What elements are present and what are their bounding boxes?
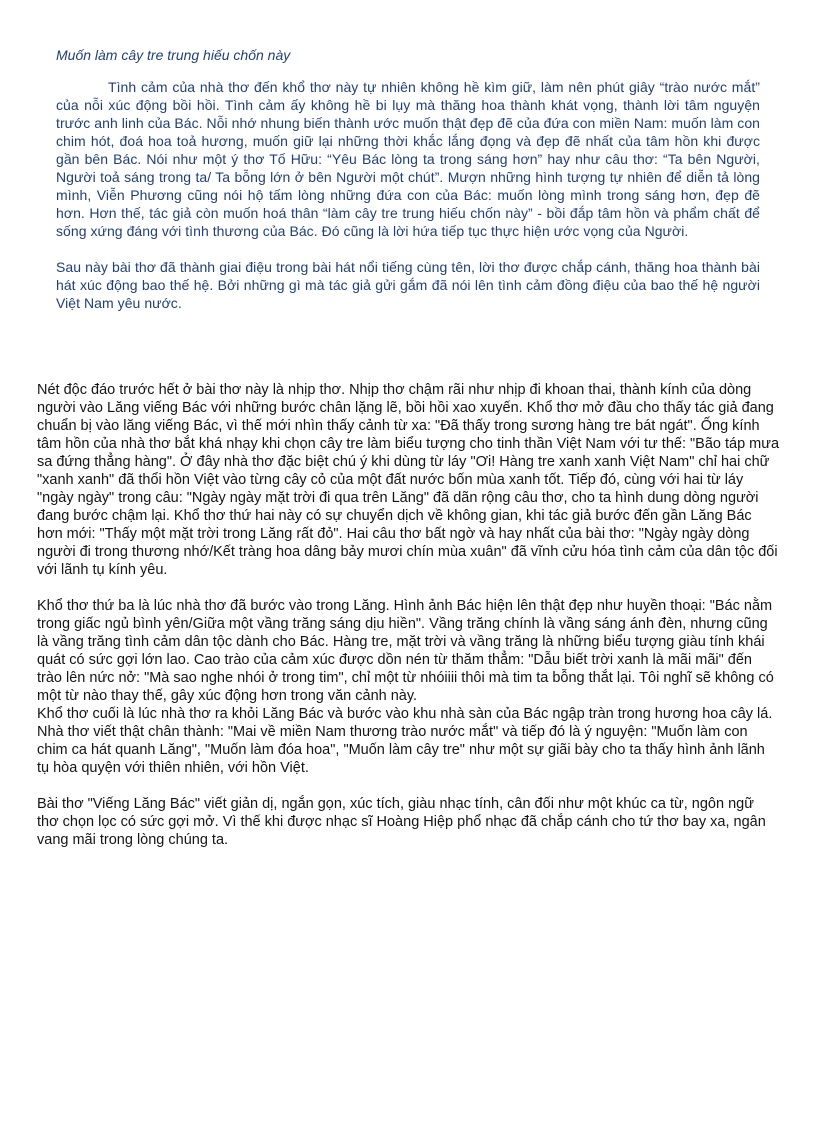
blue-paragraph-1: Tình cảm của nhà thơ đến khổ thơ này tự nhiên không hề kìm giữ, làm nên phút giây “trào nước mắt” của nỗi xúc động bồi hồi. Tình cảm ấy không hề bi lụy mà thăng hoa thành khát vọng, thành lời tâm nguyện trước anh linh của Bác. Nỗi nhớ nhung biến thành ước muốn thật đẹp đẽ của đứa con miền Nam: muốn làm con chim hót, đoá hoa toả hương, muốn giữ lại những thời khắc lắng đọng và đẹp đẽ nhất của tâm hồn khi được gần bên Bác. Nói như một ý thơ Tố Hữu: “Yêu Bác lòng ta trong sáng hơn” hay như câu thơ: “Ta bên Người, Người toả sáng trong ta/ Ta bỗng lớn ở bên Người một chút”. Mượn những hình tượng tự nhiên để diễn tả lòng mình, Viễn Phương cũng nói hộ tấm lòng những đứa con của Bác: muốn lòng mình trong sáng hơn, đẹp đẽ hơn. Hơn thế, tác giả còn muốn hoá thân “làm cây tre trung hiếu chốn này” - bồi đắp tâm hồn và phẩm chất để sống xứng đáng với tình thương của Bác. Đó cũng là lời hứa tiếp tục thực hiện ước vọng của Người. xyxy=(56,79,760,239)
black-paragraph-4: Bài thơ "Viếng Lăng Bác" viết giản dị, ngắn gọn, xúc tích, giàu nhạc tính, cân đối như một khúc ca từ, ngôn ngữ thơ chọn lọc có sức gợi mở. Vì thế khi được nhạc sĩ Hoàng Hiệp phổ nhạc đã chắp cánh cho tứ thơ bay xa, ngân vang mãi trong lòng chúng ta. xyxy=(37,796,766,848)
black-text-section xyxy=(37,381,779,849)
blue-text-section xyxy=(56,46,760,312)
black-paragraph-1: Nét độc đáo trước hết ở bài thơ này là nhịp thơ. Nhịp thơ chậm rãi như nhịp đi khoan thai, thành kính của dòng người vào Lăng viếng Bác với những bước chân lặng lẽ, bồi hồi xao xuyến. Khổ thơ mở đầu cho thấy tác giả đang chuẩn bị vào lăng viếng Bác, vì thế mới nhìn thấy cảnh từ xa: "Đã thấy trong sương hàng tre bát ngát". Ống kính tâm hồn của nhà thơ bắt khá nhạy khi chọn cây tre làm biểu tượng cho tinh thần Việt Nam với tư thế: "Bão táp mưa sa đứng thẳng hàng". Ở đây nhà thơ đặc biệt chú ý khi dùng từ láy "Ơi! Hàng tre xanh xanh Việt Nam" chỉ hai chữ "xanh xanh" đã thổi hồn Việt vào từng cây cỏ của một đất nước bốn mùa xanh tốt. Tiếp đó, cùng với hai từ láy "ngày ngày" trong câu: "Ngày ngày mặt trời đi qua trên Lăng" đã dãn rộng câu thơ, cho ta hình dung dòng người đang bước chậm lại. Khổ thơ thứ hai này có sự chuyển dịch về không gian, khi tác giả bước đến gần Lăng Bác hơn mới: "Thấy một mặt trời trong Lăng rất đỏ". Hai câu thơ bất ngờ và hay nhất của bài thơ: "Ngày ngày dòng người đi trong thương nhớ/Kết tràng hoa dâng bảy mươi chín mùa xuân" đã vĩnh cửu hóa tình cảm của dân tộc đối với lãnh tụ kính yêu. xyxy=(37,382,780,578)
section-heading: Muốn làm cây tre trung hiếu chốn này xyxy=(56,47,291,63)
black-paragraph-2: Khổ thơ thứ ba là lúc nhà thơ đã bước vào trong Lăng. Hình ảnh Bác hiện lên thật đẹp như huyền thoại: "Bác nằm trong giấc ngủ bình yên/Giữa một vầng trăng sáng dịu hiền". Vầng trăng chính là vầng sáng ánh đèn, nhưng cũng là vầng trăng tình cảm dân tộc dành cho Bác. Hàng tre, mặt trời và vầng trăng là những biểu tượng giàu tính khái quát có sức gợi lớn lao. Cao trào của cảm xúc được dồn nén từ thăm thẳm: "Dẫu biết trời xanh là mãi mãi" đến trào lên nức nở: "Mà sao nghe nhói ở trong tim", chỉ một từ nhóiiii thôi mà tim ta bỗng thắt lại. Tôi nghĩ sẽ không có một từ nào thay thế, gây xúc động hơn trong văn cảnh này. xyxy=(37,598,774,704)
black-paragraph-3: Khổ thơ cuối là lúc nhà thơ ra khỏi Lăng Bác và bước vào khu nhà sàn của Bác ngập tràn trong hương hoa cây lá. Nhà thơ viết thật chân thành: "Mai về miền Nam thương trào nước mắt" và tiếp đó là ý nguyện: "Muốn làm con chim ca hát quanh Lăng", "Muốn làm đóa hoa", "Muốn làm cây tre" như một sự giãi bày cho ta thấy hình ảnh lãnh tụ hòa quyện với thiên nhiên, với hồn Việt. xyxy=(37,706,773,776)
blue-paragraph-2: Sau này bài thơ đã thành giai điệu trong bài hát nổi tiếng cùng tên, lời thơ được chắp cánh, thăng hoa thành bài hát xúc động bao thế hệ. Bởi những gì mà tác giả gửi gắm đã nói lên tình cảm đồng điệu của bao thế hệ người Việt Nam yêu nước. xyxy=(56,259,760,311)
